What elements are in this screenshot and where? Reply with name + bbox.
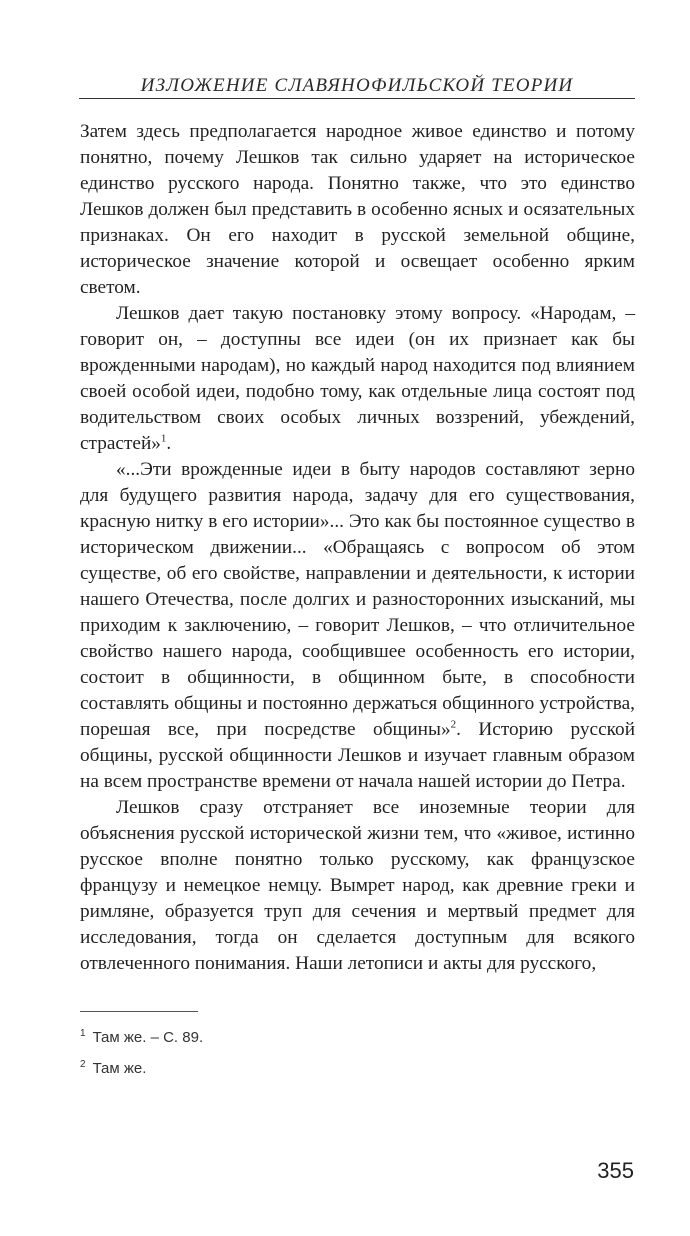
- paragraph-text: Затем здесь предполагается народное живое единство и потому понятно, почему Лешков так сильно ударяет на историческое единство русского народа. Понятно также, что это единство Лешков должен был представить в особенно ясных и осязательных признаках. Он его находит в русской земельной общине, историческое значение которой и освещает особенно ярким светом.: [80, 121, 635, 298]
- paragraph-text: Лешков сразу отстраняет все иноземные теории для объяснения русской исторической жизни тем, что «живое, истинно русское вполне понятно только русскому, как французское французу и немецкое немцу. Вымрет народ, как древние греки и римляне, образуется труп для сечения и мертвый предмет для исследования, тогда он сделается доступным для всякого отвлеченного понимания. Наши летописи и акты для русского,: [80, 797, 635, 974]
- paragraph: [80, 457, 635, 795]
- footnote-mark: 1: [80, 1028, 86, 1039]
- page-number: 355: [597, 1158, 634, 1183]
- footnote-mark: 2: [80, 1059, 86, 1070]
- body-text: [80, 119, 635, 977]
- paragraph: [80, 795, 635, 977]
- paragraph-text: Лешков дает такую постановку этому вопросу. «Народам, – говорит он, – доступны все идеи (он их признает как бы врожденными народам), но каждый народ находится под влиянием своей особой идеи, подобно тому, как отдельные лица состоят под водительством своих особых личных воззрений, убеждений, страстей»: [80, 303, 635, 454]
- footnote-rule: [80, 1011, 198, 1012]
- footnotes: [80, 1022, 635, 1084]
- footnote-reference: 2: [450, 718, 457, 731]
- paragraph-text: «...Эти врожденные идеи в быту народов составляют зерно для будущего развития народа, задачу для его существования, красную нитку в его истории»... Это как бы постоянное существо в историческом движении... «Обращаясь с вопросом об этом существе, об его свойстве, направлении и деятельности, к истории нашего Отечества, после долгих и разносторонних изысканий, мы приходим к заключению, – говорит Лешков, – что отличительное свойство нашего народа, сообщившее особенность его истории, состоит в общинности, в общинном быте, в способности составлять общины и постоянно держаться общинного устройства, порешая все, при посредстве общины»: [80, 459, 635, 740]
- footnote: [80, 1053, 635, 1084]
- footnote-text: Там же.: [92, 1060, 147, 1077]
- header-rule: [79, 98, 635, 99]
- running-head: ИЗЛОЖЕНИЕ СЛАВЯНОФИЛЬСКОЙ ТЕОРИИ: [140, 75, 574, 96]
- paragraph-text: .: [166, 433, 172, 454]
- paragraph: [80, 119, 635, 301]
- footnote-text: Там же. – С. 89.: [92, 1029, 204, 1046]
- paragraph-text: . Историю русской общины, русской общинности Лешков и изучает главным образом на всем пространстве времени от начала нашей истории до Петра.: [80, 719, 636, 792]
- paragraph: [80, 301, 635, 457]
- footnote: [80, 1022, 635, 1053]
- footnote-reference: 1: [160, 432, 167, 445]
